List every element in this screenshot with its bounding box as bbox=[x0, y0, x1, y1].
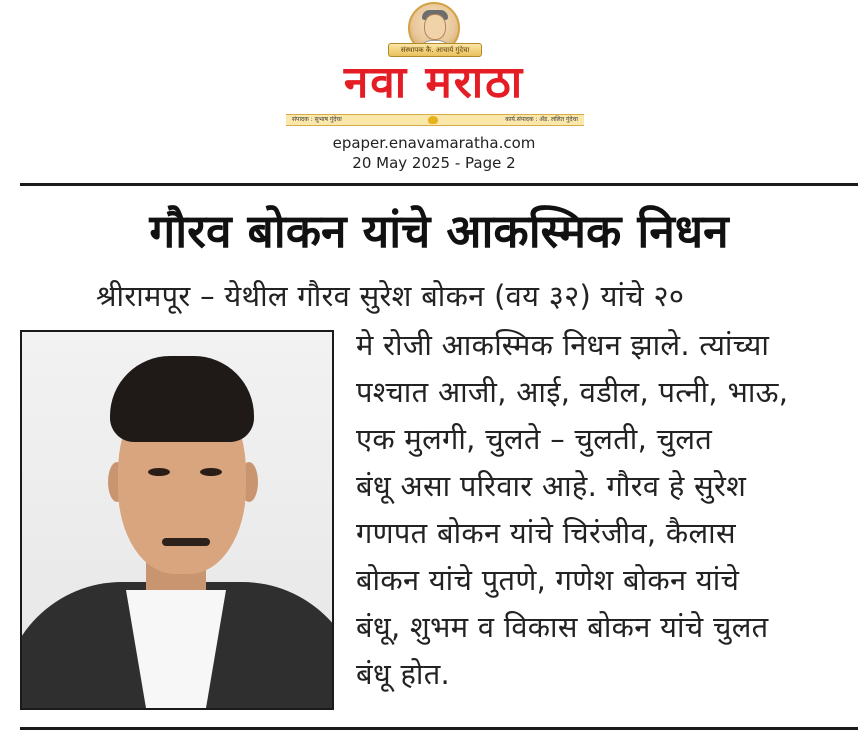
body-line: मे रोजी आकस्मिक निधन झाले. त्यांच्या bbox=[356, 328, 770, 362]
masthead bbox=[0, 0, 868, 180]
body-line: एक मुलगी, चुलते – चुलती, चुलत bbox=[356, 422, 713, 456]
site-url: epaper.enavamaratha.com bbox=[332, 134, 536, 152]
lotus-icon bbox=[428, 116, 438, 124]
photo-eye-left bbox=[148, 468, 170, 476]
deceased-photo bbox=[20, 330, 334, 710]
issue-date-page: 20 May 2025 - Page 2 bbox=[352, 154, 516, 172]
executive-editor-credit: कार्य.संपादक : ॲड. ललित गुंदेचा bbox=[505, 116, 578, 123]
editor-credit: संपादक : सुभाष गुंदेचा bbox=[292, 116, 342, 123]
brand-logo: नवा मराठा bbox=[343, 57, 525, 108]
article-body bbox=[356, 322, 860, 718]
photo-hair bbox=[110, 356, 254, 442]
photo-eye-right bbox=[200, 468, 222, 476]
bottom-divider bbox=[20, 727, 858, 730]
body-line: गणपत बोकन यांचे चिरंजीव, कैलास bbox=[356, 516, 736, 550]
body-line: बंधू, शुभम व विकास बोकन यांचे चुलत bbox=[356, 610, 769, 644]
masthead-credit-strip bbox=[286, 114, 584, 126]
body-line: बंधू असा परिवार आहे. गौरव हे सुरेश bbox=[356, 469, 747, 503]
top-divider bbox=[20, 183, 858, 186]
article-lead-line: श्रीरामपूर – येथील गौरव सुरेश बोकन (वय ३२) यांचे २० bbox=[96, 279, 685, 313]
article-headline: गौरव बोकन यांचे आकस्मिक निधन bbox=[149, 204, 729, 258]
body-line: बोकन यांचे पुतणे, गणेश बोकन यांचे bbox=[356, 563, 740, 597]
body-line: पश्चात आजी, आई, वडील, पत्नी, भाऊ, bbox=[356, 375, 789, 409]
body-line: बंधू होत. bbox=[356, 657, 451, 691]
portrait-face bbox=[424, 14, 446, 40]
photo-moustache bbox=[162, 538, 210, 546]
founder-caption: संस्थापक कै. आचार्य गुंदेचा bbox=[388, 43, 482, 57]
